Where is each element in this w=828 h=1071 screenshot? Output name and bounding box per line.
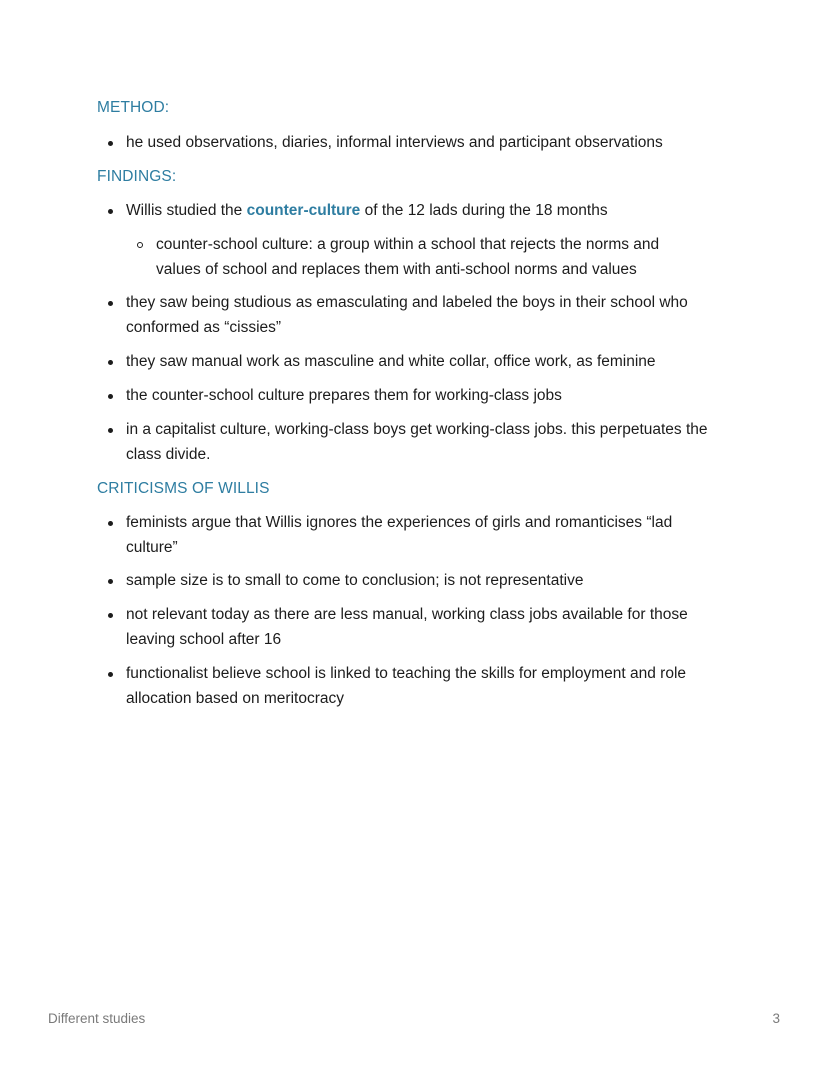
findings-item-1-text-after: of the 12 lads during the 18 months xyxy=(360,202,608,219)
criticisms-item-1: feminists argue that Willis ignores the experiences of girls and romanticises “lad culture” xyxy=(126,511,726,560)
findings-item-5: in a capitalist culture, working-class boys get working-class jobs. this perpetuates the class divide. xyxy=(126,418,726,467)
counter-culture-term: counter-culture xyxy=(246,202,361,219)
findings-item-2: they saw being studious as emasculating and labeled the boys in their school who conformed as “cissies” xyxy=(126,291,726,340)
findings-subitem-1: counter-school culture: a group within a school that rejects the norms and values of school and replaces them with anti-school norms and values xyxy=(156,233,701,282)
findings-item-3: they saw manual work as masculine and white collar, office work, as feminine xyxy=(126,350,726,375)
findings-item-1 xyxy=(126,199,726,224)
page-number: 3 xyxy=(772,1011,780,1026)
criticisms-item-4: functionalist believe school is linked to teaching the skills for employment and role allocation based on meritocracy xyxy=(126,662,726,711)
findings-item-4: the counter-school culture prepares them for working-class jobs xyxy=(126,384,726,409)
findings-heading: FINDINGS: xyxy=(97,168,177,185)
method-heading: METHOD: xyxy=(97,99,170,116)
findings-item-1-text-before: Willis studied the xyxy=(126,202,247,219)
criticisms-heading: CRITICISMS OF WILLIS xyxy=(97,480,270,497)
criticisms-item-2: sample size is to small to come to conclusion; is not representative xyxy=(126,569,726,594)
footer-title: Different studies xyxy=(48,1011,146,1026)
method-item-1: he used observations, diaries, informal interviews and participant observations xyxy=(126,131,726,156)
criticisms-item-3: not relevant today as there are less manual, working class jobs available for those leaving school after 16 xyxy=(126,603,726,652)
